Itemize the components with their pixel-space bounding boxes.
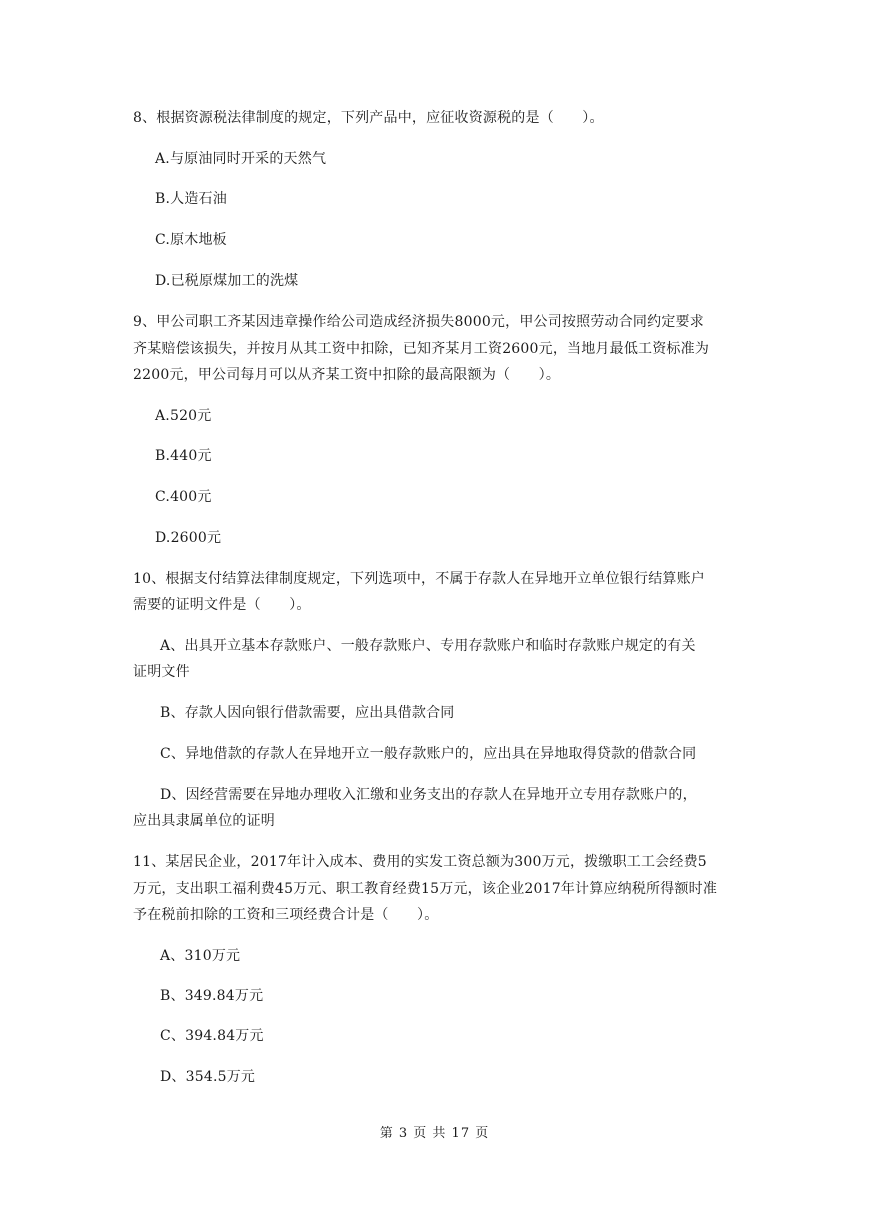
q11-option-d: D、354.5万元	[160, 1069, 256, 1085]
q10-stem-line-2: 需要的证明文件是（ ）。	[133, 597, 311, 613]
page-footer: 第 3 页 共 17 页	[379, 1126, 490, 1141]
q9-option-d: D.2600元	[155, 530, 222, 546]
q11-option-b: B、349.84万元	[160, 988, 264, 1004]
q10-option-b: B、存款人因向银行借款需要，应出具借款合同	[160, 705, 455, 721]
q10-option-a-line-1: A、出具开立基本存款账户、一般存款账户、专用存款账户和临时存款账户规定的有关	[160, 638, 696, 654]
q9-stem-line-1: 9、甲公司职工齐某因违章操作给公司造成经济损失8000元，甲公司按照劳动合同约定要求	[133, 314, 704, 330]
q8-option-d: D.已税原煤加工的洗煤	[155, 273, 299, 289]
q9-option-a: A.520元	[155, 408, 212, 424]
q11-option-c: C、394.84万元	[160, 1028, 264, 1044]
q10-option-d-line-2: 应出具隶属单位的证明	[133, 813, 275, 829]
q8-stem-line-1: 8、根据资源税法律制度的规定，下列产品中，应征收资源税的是（ ）。	[133, 110, 604, 126]
q8-option-b: B.人造石油	[155, 191, 227, 207]
q9-stem-line-2: 齐某赔偿该损失，并按月从其工资中扣除，已知齐某月工资2600元，当地月最低工资标准为	[133, 341, 710, 357]
q8-option-a: A.与原油同时开采的天然气	[155, 151, 327, 167]
q8-option-c: C.原木地板	[155, 232, 227, 248]
q9-option-b: B.440元	[155, 448, 212, 464]
q11-stem-line-3: 予在税前扣除的工资和三项经费合计是（ ）。	[133, 907, 439, 923]
q9-stem-line-3: 2200元，甲公司每月可以从齐某工资中扣除的最高限额为（ ）。	[133, 367, 561, 383]
q11-stem-line-2: 万元，支出职工福利费45万元、职工教育经费15万元，该企业2017年计算应纳税所得额时准	[133, 881, 718, 897]
q10-option-a-line-2: 证明文件	[133, 664, 190, 680]
q11-stem-line-1: 11、某居民企业，2017年计入成本、费用的实发工资总额为300万元，拨缴职工工会经费5	[133, 854, 707, 870]
q10-option-d-line-1: D、因经营需要在异地办理收入汇缴和业务支出的存款人在异地开立专用存款账户的，	[160, 787, 697, 803]
q9-option-c: C.400元	[155, 489, 212, 505]
q10-option-c: C、异地借款的存款人在异地开立一般存款账户的，应出具在异地取得贷款的借款合同	[160, 746, 697, 762]
q11-option-a: A、310万元	[160, 948, 241, 964]
q10-stem-line-1: 10、根据支付结算法律制度规定，下列选项中，不属于存款人在异地开立单位银行结算账户	[133, 571, 706, 587]
